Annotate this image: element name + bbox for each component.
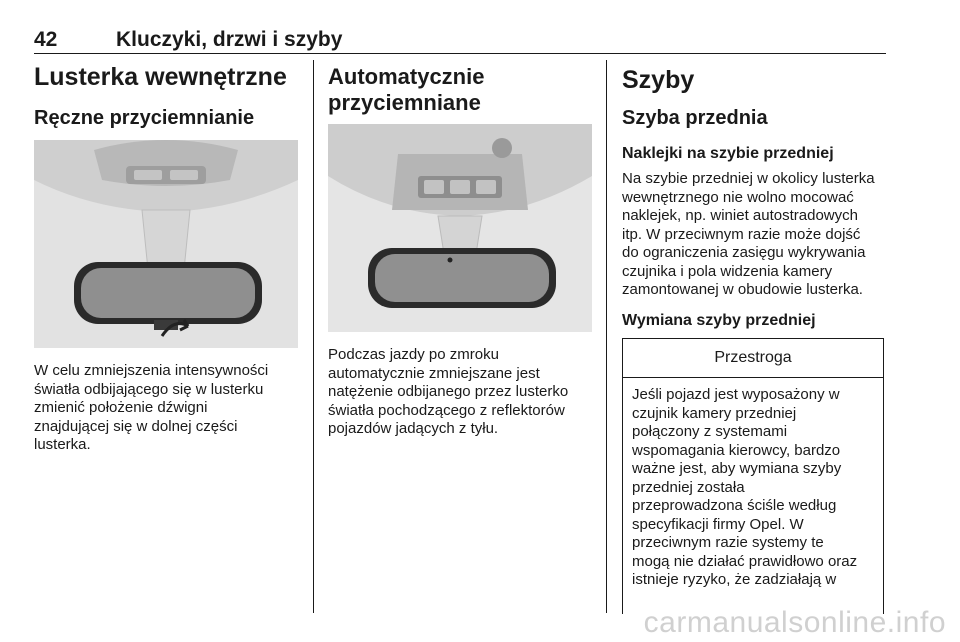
caution-text: Jeśli pojazd jest wyposażony w czujnik kamery przedniej połączony z systemami wspomagania kierowcy, bardzo ważne jest, aby wymiana szyby przedniej została przeprowadzona ściśle według specyfikacji firmy Opel. W przeciwnym razie systemy te mogą nie działać prawidłowo oraz istnieje ryzyko, że zadziałają w: [632, 386, 858, 588]
watermark: carmanualsonline.info: [643, 606, 946, 639]
caution-title: Przestroga: [623, 339, 883, 378]
caution-box: [622, 338, 884, 614]
page-number: 42: [34, 28, 58, 51]
subsection-windscreen-replacement: Wymiana szyby przedniej: [622, 312, 816, 329]
section-heading-mirrors: Lusterka wewnętrzne: [34, 63, 287, 91]
subheading-windscreen: Szyba przednia: [622, 107, 768, 129]
subsection-windscreen-stickers: Naklejki na szybie przedniej: [622, 145, 834, 162]
column-divider-2: [606, 60, 607, 613]
windscreen-stickers-text: Na szybie przedniej w okolicy lusterka wewnętrznego nie wolno mocować naklejek, np. winiet autostradowych itp. W przeciwnym razie może dojść do ograniczenia zasięgu wykrywania czujnika i pola widzenia kamery zamontowanej w obudowie lusterka.: [622, 170, 875, 298]
header-rule: [34, 53, 886, 54]
section-heading-windows: Szyby: [622, 66, 695, 94]
manual-dimming-text: W celu zmniejszenia intensywności światła odbijającego się w lusterku zmienić położenie dźwigni znajdującej się w dolnej części lusterka.: [34, 362, 269, 453]
manual-dimming-mirror-photo: [34, 140, 298, 348]
column-divider-1: [313, 60, 314, 613]
subheading-manual-dimming: Ręczne przyciemnianie: [34, 107, 255, 129]
chapter-title: Kluczyki, drzwi i szyby: [116, 28, 343, 51]
section-heading-auto-dimming: Automatycznie przyciemniane: [328, 64, 485, 115]
auto-dimming-text: Podczas jazdy po zmroku automatycznie zmniejszane jest natężenie odbijanego przez lusterko światła pochodzącego z reflektorów pojazdów jadących z tyłu.: [328, 346, 569, 437]
auto-dimming-mirror-photo: [328, 124, 592, 332]
